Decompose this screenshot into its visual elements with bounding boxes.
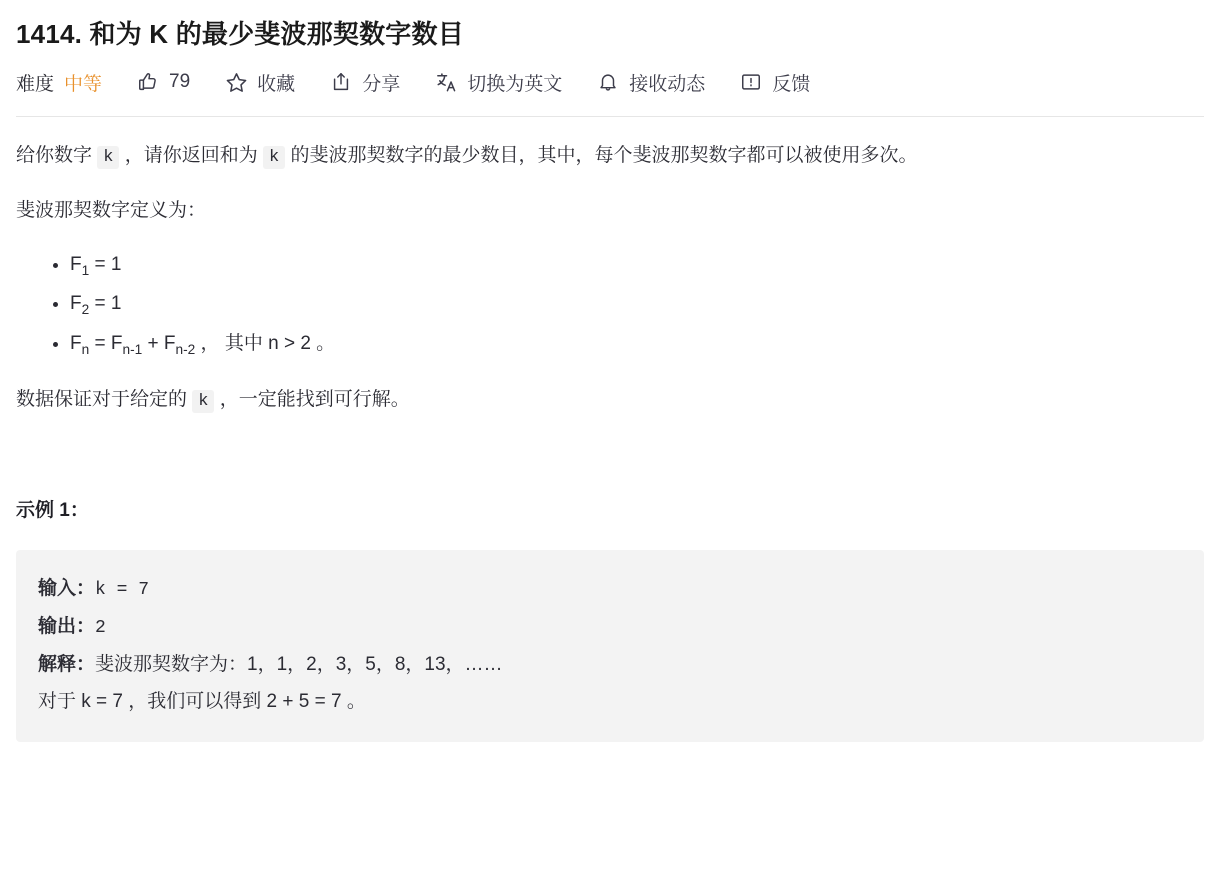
fib-item-1-rhs: = 1: [89, 253, 122, 275]
difficulty-label: 难度: [16, 73, 55, 95]
subscribe-label: 接收动态: [629, 73, 706, 95]
desc-p3-text-b: ，一定能找到可行解。: [214, 388, 410, 410]
favorite-label: 收藏: [257, 73, 296, 95]
list-item: [70, 289, 1204, 321]
share-button[interactable]: [329, 69, 400, 96]
example-block: [16, 550, 1204, 742]
fib-item-1-sub: 1: [81, 262, 90, 278]
fib-item-3-tail: ， 其中 n > 2 。: [195, 332, 336, 354]
favorite-button[interactable]: [224, 69, 295, 96]
fib-item-2-sub: 2: [81, 301, 90, 317]
example-output-label: 输出：: [38, 615, 96, 637]
thumbs-up-icon: [136, 70, 160, 94]
example-explain-label: 解释：: [38, 653, 96, 675]
desc-p3-text-a: 数据保证对于给定的: [16, 388, 193, 410]
feedback-button[interactable]: [739, 69, 810, 96]
fib-item-3-sub: n: [81, 341, 90, 357]
translate-button[interactable]: [434, 69, 562, 96]
like-count: 79: [169, 71, 191, 92]
example-output-value: 2: [95, 617, 106, 638]
section-spacer: [16, 438, 1204, 494]
subscribe-button[interactable]: [596, 69, 705, 96]
desc-p1-text-b: ，请你返回和为: [119, 144, 264, 166]
bell-icon: [596, 70, 620, 94]
star-icon: [224, 70, 248, 94]
fib-item-3-rhs: = F: [89, 332, 123, 354]
difficulty-value: 中等: [64, 73, 103, 95]
problem-meta-bar: [16, 69, 1204, 117]
fib-item-2-lhs: F: [70, 293, 82, 315]
description-paragraph-1: [16, 139, 1204, 173]
fib-item-1-lhs: F: [70, 253, 82, 275]
description-paragraph-2: 斐波那契数字定义为：: [16, 200, 207, 222]
example-explain-line-2: 对于 k = 7 ，我们可以得到 2 + 5 = 7 。: [38, 690, 366, 712]
inline-code-k-1: k: [97, 146, 119, 169]
share-icon: [329, 70, 353, 94]
example-explain-line: [38, 646, 1182, 683]
feedback-icon: [739, 70, 763, 94]
problem-description: [16, 117, 1204, 742]
fib-item-3-lhs: F: [70, 332, 82, 354]
example-input-value: k = 7: [95, 579, 150, 600]
description-paragraph-3: [16, 383, 1204, 417]
fib-item-3-sub2: n-2: [175, 341, 196, 357]
translate-label: 切换为英文: [467, 73, 563, 95]
fibonacci-definition-list: [16, 250, 1204, 361]
fib-item-3-mid: + F: [142, 332, 176, 354]
desc-p1-text-a: 给你数字: [16, 144, 98, 166]
example-explain-value: 斐波那契数字为：1，1，2，3，5，8，13，……: [95, 653, 503, 675]
fib-item-3-sub1: n-1: [122, 341, 143, 357]
fib-item-2-rhs: = 1: [89, 293, 122, 315]
page-title: 1414. 和为 K 的最少斐波那契数字数目: [16, 19, 464, 49]
like-button[interactable]: [136, 70, 190, 94]
translate-icon: [434, 70, 458, 94]
share-label: 分享: [362, 73, 401, 95]
desc-p1-text-c: 的斐波那契数字的最少数目，其中，每个斐波那契数字都可以被使用多次。: [285, 144, 918, 166]
difficulty-indicator: [16, 69, 102, 96]
inline-code-k-2: k: [263, 146, 285, 169]
list-item: [70, 329, 1204, 361]
feedback-label: 反馈: [772, 73, 811, 95]
example-output-line: [38, 608, 1182, 646]
inline-code-k-3: k: [192, 390, 214, 413]
example-input-label: 输入：: [38, 577, 96, 599]
example-input-line: [38, 570, 1182, 608]
list-item: [70, 250, 1204, 282]
example-heading: 示例 1：: [16, 500, 89, 522]
